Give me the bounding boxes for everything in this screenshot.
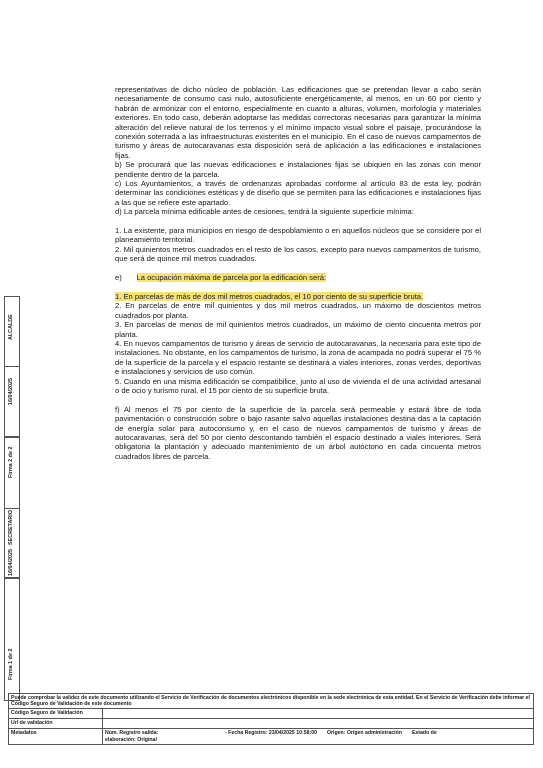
document-body bbox=[115, 85, 481, 461]
spacer bbox=[115, 395, 481, 404]
url-label: Url de validación bbox=[9, 719, 103, 728]
highlighted-text: La ocupación máxima de parcela por la edificación será: bbox=[136, 273, 327, 283]
spacer bbox=[115, 217, 481, 226]
list-item: 1. La existente, para municipios en riesgo de despoblamiento o en aquellos núcleos que se considere por el planeamiento territorial. bbox=[115, 226, 481, 245]
list-item: 2. En parcelas de entre mil quinientos y dos mil metros cuadrados, un máximo de doscientos metros cuadrados por planta. bbox=[115, 301, 481, 320]
highlighted-text: 1. En parcelas de más de dos mil metros cuadrados, el 10 por ciento de su superficie bruta. bbox=[115, 291, 424, 301]
metadata-row bbox=[9, 729, 533, 743]
paragraph-b: b) Se procurará que las nuevas edificaciones e instalaciones fijas se ubiquen en las zonas con menor pendiente dentro de la parcela. bbox=[115, 160, 481, 179]
signature-role-1: SECRETARIO bbox=[8, 510, 14, 545]
registro-label: Núm. Registro salida: bbox=[105, 730, 159, 737]
elaboracion-label: elaboración: Original bbox=[105, 736, 157, 743]
paragraph-e-prefix: e) bbox=[115, 273, 137, 283]
metadata-value bbox=[103, 729, 533, 743]
registro-salida bbox=[105, 730, 215, 742]
signature-count-1: Firma 1 de 2 bbox=[8, 648, 14, 680]
verification-notice: Puede comprobar la validez de este documento utilizando el Servicio de Verificación de documentos electrónicos disponible en la sede electrónica de esta entidad. En el Servicio de Verificación debe informar el Código Seguro de Validación de este documento bbox=[9, 694, 533, 709]
csv-row bbox=[9, 709, 533, 719]
paragraph-d: d) La parcela mínima edificable antes de cesiones, tendrá la siguiente superficie mínima: bbox=[115, 207, 414, 217]
origen: Origen: Origen administración bbox=[326, 730, 402, 737]
url-value bbox=[103, 719, 533, 728]
paragraph: representativas de dicho núcleo de población. Las edificaciones que se pretendan llevar a cabo serán necesariamente de consumo casi nulo, autosuficiente energéticamente, al menos, en un 60 por ciento y habrán de armonizar con el entorno, especialmente en cuanto a alturas, volumen, morfología y materiales exteriores. En todo caso, deberán adoptarse las medidas correctoras necesarias para garantizar la mínima alteración del relieve natural de los terrenos y el mínimo impacto visual sobre el paisaje, procurándose la conexión soterrada a las infraestructuras existentes en el municipio. En el caso de nuevos campamentos de turismo y áreas de autocaravanas esta disposición será de aplicación a las edificaciones e instalaciones fijas. bbox=[115, 85, 481, 160]
csv-label: Código Seguro de Validación bbox=[9, 709, 103, 718]
paragraph-c: c) Los Ayuntamientos, a través de ordenanzas aprobadas conforme al artículo 83 de esta ley, podrán determinar las condiciones estéticas y de diseño que se permiten para las edificaciones e instalaciones fijas a las que se refiere este apartado. bbox=[115, 179, 481, 207]
estado: Estado de bbox=[411, 730, 437, 737]
verification-footer bbox=[8, 693, 534, 745]
url-row bbox=[9, 719, 533, 729]
spacer bbox=[115, 283, 481, 292]
list-item: 4. En nuevos campamentos de turismo y áreas de servicio de autocaravanas, la necesaria para este tipo de instalaciones. No obstante, en los campamentos de turismo, la zona de acampada no podrá superar el 75 % de la superficie de la parcela y el espacio restante se destinará a viales interiores, zonas verdes, deportivas e instalaciones y servicios de uso común. bbox=[115, 338, 481, 377]
signature-role-2: ALCALDE bbox=[8, 314, 14, 340]
spacer bbox=[115, 264, 481, 273]
signature-box-1 bbox=[4, 578, 20, 701]
fecha-registro: - Fecha Registro: 23/04/2025 10:58:00 bbox=[225, 730, 317, 737]
list-item-highlighted bbox=[115, 292, 481, 301]
list-item: 2. Mil quinientos metros cuadrados en el resto de los casos, excepto para nuevos campamentos de turismo, que será de quince mil metros cuadrados. bbox=[115, 244, 481, 264]
divider bbox=[4, 508, 20, 509]
paragraph-e bbox=[115, 273, 481, 282]
csv-value bbox=[103, 709, 533, 718]
metadata-label: Metadatos bbox=[9, 729, 103, 743]
paragraph-f: f) Al menos el 75 por ciento de la superficie de la parcela será permeable y estará libre de toda pavimentación o construcción sobre o bajo rasante salvo aquellas instalaciones destina das a la captación de energía solar para autoconsumo y, en el caso de nuevos campamentos de turismo y áreas de autocaravanas, será del 50 por ciento descontando también el espacio destinado a viales interiores. Será obligatoria la plantación y adecuado mantenimiento de un árbol autóctono en cada cincuenta metros cuadrados libres de parcela. bbox=[115, 404, 481, 461]
list-item: 3. En parcelas de menos de mil quinientos metros cuadrados, un máximo de ciento cincuenta metros por planta. bbox=[115, 320, 481, 339]
signature-date-1: 16/04/2025 bbox=[8, 549, 14, 576]
divider bbox=[4, 366, 20, 367]
list-item: 5. Cuando en una misma edificación se compatibilice, junto al uso de vivienda el de una actividad artesanal o de ocio y turismo rural, el 15 por ciento de su superficie bruta. bbox=[115, 376, 481, 395]
signature-count-2: Firma 2 de 2 bbox=[8, 446, 14, 478]
signature-date-2: 16/04/2025 bbox=[8, 378, 14, 405]
